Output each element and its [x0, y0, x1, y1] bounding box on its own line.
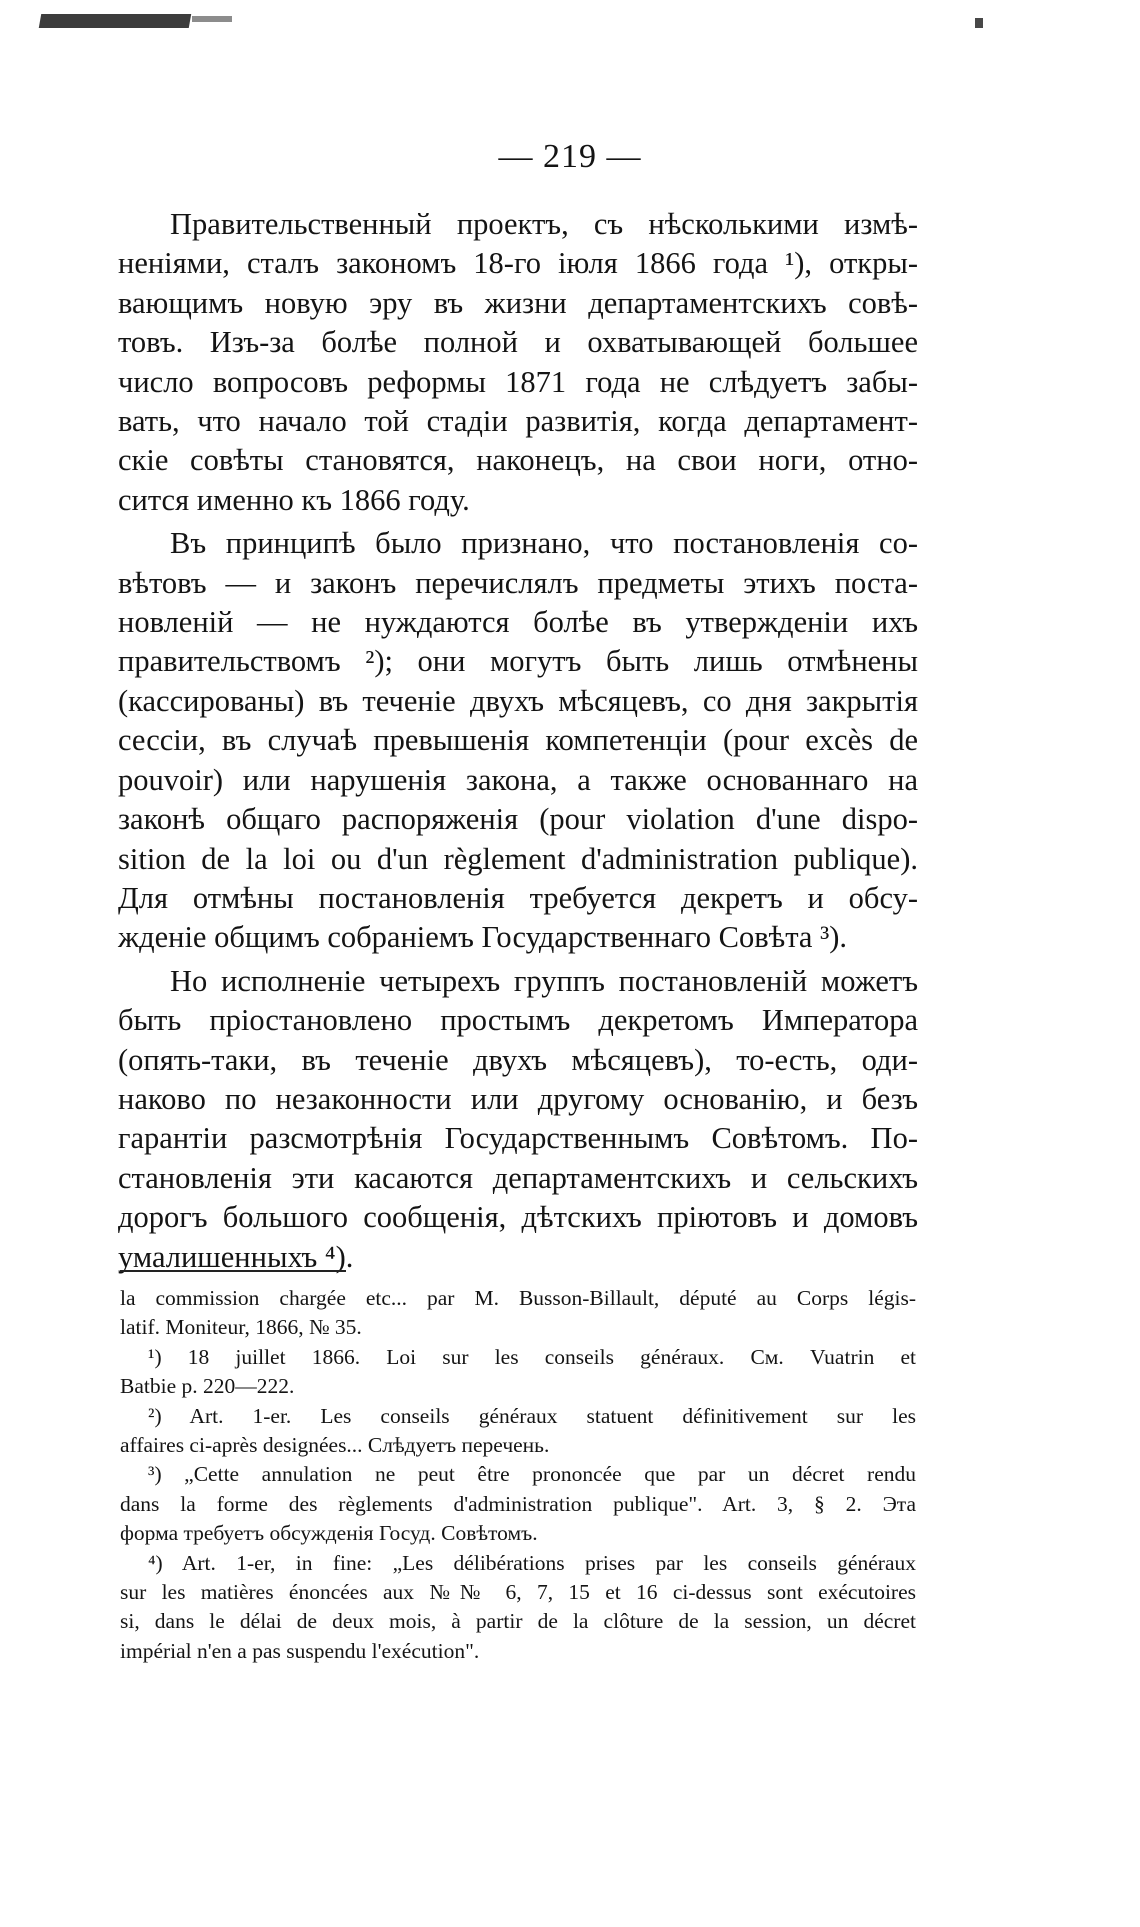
footnote-line: impérial n'en a pas suspendu l'exécution".: [120, 1638, 480, 1663]
text-line: гарантіи разсмотрѣнія Государственнымъ Совѣтомъ. По-: [118, 1121, 918, 1156]
footnote-line: ²) Art. 1-er. Les conseils généraux statuent définitivement sur les: [148, 1403, 916, 1428]
footnote-2: [120, 1402, 916, 1461]
text-line: скіе совѣты становятся, наконецъ, на свои ноги, отно-: [118, 443, 918, 478]
text-line: (кассированы) въ теченіе двухъ мѣсяцевъ, со дня закрытія: [118, 683, 918, 718]
footnote-line: ³) „Cette annulation ne peut être prononcée que par un décret rendu: [148, 1462, 916, 1487]
text-line: Въ принципѣ было признано, что постановленія со-: [170, 526, 918, 561]
text-line: наково по незаконности или другому основанію, и безъ: [118, 1081, 918, 1116]
footnotes: [120, 1284, 916, 1666]
text-line: sition de la loi ou d'un règlement d'administration publique).: [118, 841, 918, 876]
scan-artifact-top-left-tail: [192, 16, 232, 22]
text-line: товъ. Изъ-за болѣе полной и охватывающей большее: [118, 325, 918, 360]
text-line: сится именно къ 1866 году.: [118, 482, 470, 517]
footnote-line: si, dans le délai de deux mois, à partir de la clôture de la session, un décret: [120, 1609, 916, 1634]
main-text: [118, 205, 918, 1279]
text-line: вающимъ новую эру въ жизни департаментскихъ совѣ-: [118, 285, 918, 320]
text-line: Правительственный проектъ, съ нѣсколькими измѣ-: [170, 207, 918, 241]
scan-artifact-top-right: [975, 18, 983, 28]
text-line: новленій — не нуждаются болѣе въ утвержденіи ихъ: [118, 605, 918, 640]
text-line: число вопросовъ реформы 1871 года не слѣдуетъ забы-: [118, 364, 918, 399]
text-line: дорогъ большого сообщенія, дѣтскихъ пріютовъ и домовъ: [118, 1200, 918, 1235]
footnote-line: affaires ci-après designées... Слѣдуетъ перечень.: [120, 1433, 550, 1458]
footnote-line: la commission chargée etc... par M. Busson-Billault, député au Corps légis-: [120, 1286, 916, 1310]
paragraph-3: [118, 962, 918, 1277]
footnote-3: [120, 1460, 916, 1548]
text-line: pouvoir) или нарушенія закона, а также основаннаго на: [118, 762, 918, 797]
text-line: становленія эти касаются департаментскихъ и сельскихъ: [118, 1160, 918, 1195]
text-line: Для отмѣны постановленія требуется декретъ и обсу-: [118, 880, 918, 915]
paragraph-1: [118, 205, 918, 520]
page-number: — 219 —: [498, 138, 642, 175]
text-line: вать, что начало той стадіи развитія, когда департамент-: [118, 404, 918, 439]
text-line: правительствомъ ²); они могутъ быть лишь отмѣнены: [118, 644, 918, 679]
footnote-line: latif. Moniteur, 1866, № 35.: [120, 1315, 362, 1340]
footnote-separator: [120, 1270, 346, 1272]
footnote-4: [120, 1549, 916, 1667]
footnote-line: Batbie p. 220—222.: [120, 1374, 295, 1399]
text-line: умалишенныхъ ⁴).: [118, 1239, 354, 1274]
footnote-continuation: [120, 1284, 916, 1343]
footnote-line: sur les matières énoncées aux №№ 6, 7, 15 et 16 ci-dessus sont exécutoires: [120, 1580, 916, 1605]
footnote-line: форма требуетъ обсужденія Госуд. Совѣтомъ.: [120, 1521, 538, 1546]
footnote-line: ⁴) Art. 1-er, in fine: „Les délibérations prises par les conseils généraux: [148, 1550, 916, 1575]
paragraph-2: [118, 524, 918, 957]
text-line: законѣ общаго распоряженія (pour violation d'une dispo-: [118, 802, 918, 837]
footnote-1: [120, 1343, 916, 1402]
scan-artifact-top-left: [39, 14, 191, 28]
text-line: быть пріостановлено простымъ декретомъ Императора: [118, 1003, 918, 1038]
text-line: (опять-таки, въ теченіе двухъ мѣсяцевъ), то-есть, оди-: [118, 1042, 918, 1077]
footnote-line: ¹) 18 juillet 1866. Loi sur les conseils généraux. См. Vuatrin et: [148, 1344, 916, 1369]
text-line: жденіе общимъ собраніемъ Государственнаго Совѣта ³).: [118, 920, 847, 955]
text-line: вѣтовъ — и законъ перечислялъ предметы этихъ поста-: [118, 565, 918, 600]
footnote-line: dans la forme des règlements d'administration publique". Art. 3, § 2. Эта: [120, 1491, 916, 1516]
text-line: сессіи, въ случаѣ превышенія компетенціи (pour excès de: [118, 723, 918, 758]
text-line: неніями, сталъ закономъ 18-го іюля 1866 года ¹), откры-: [118, 246, 918, 281]
text-line: Но исполненіе четырехъ группъ постановленій можетъ: [170, 963, 918, 998]
